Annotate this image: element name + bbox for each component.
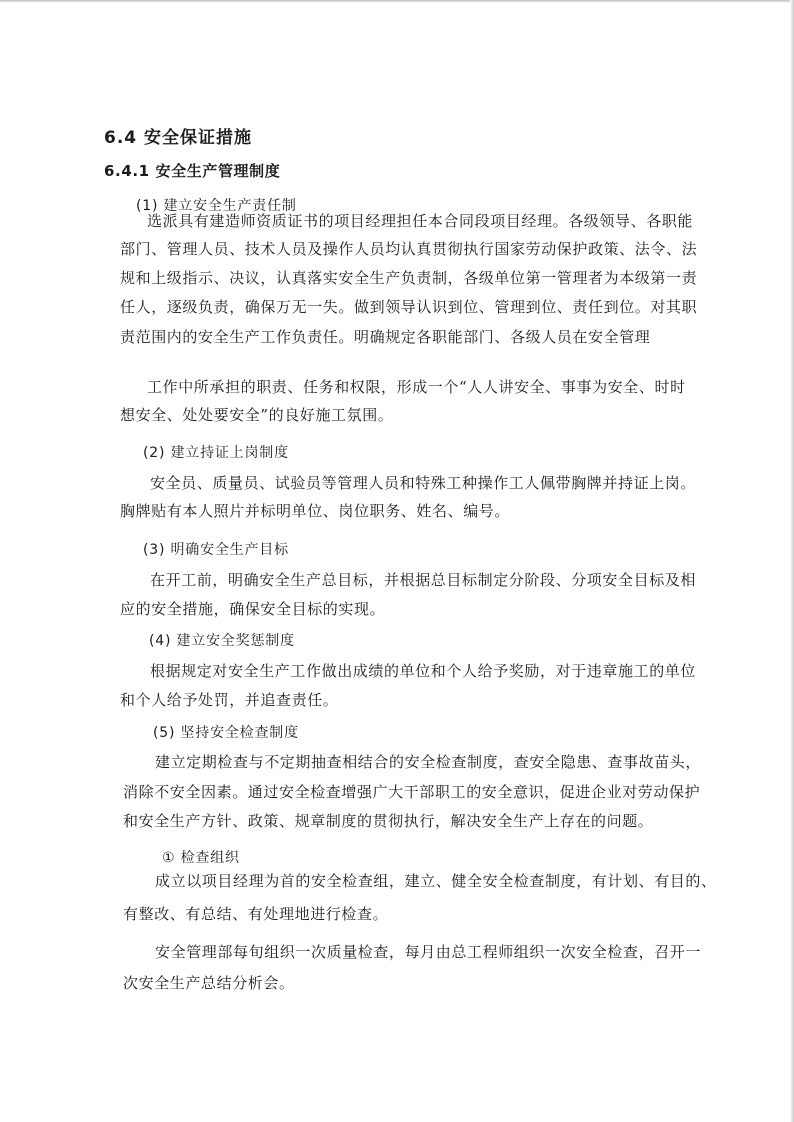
subsection-heading	[104, 161, 280, 181]
paragraph-line: 规和上级指示、决议，认真落实安全生产负责制，各级单位第一管理者为本级第一责	[120, 269, 698, 287]
paragraph-line: 次安全生产总结分析会。	[123, 974, 295, 992]
paragraph-line: 想安全、处处要安全”的良好施工氛围。	[120, 406, 394, 424]
paragraph-line: 责范围内的安全生产工作负责任。明确规定各职能部门、各级人员在安全管理	[120, 328, 651, 346]
item-heading: (4) 建立安全奖惩制度	[149, 633, 295, 649]
section-heading	[104, 128, 252, 148]
paragraph-line: 应的安全措施，确保安全目标的实现。	[120, 600, 386, 618]
paragraph-line: 选派具有建造师资质证书的项目经理担任本合同段项目经理。各级领导、各职能	[147, 212, 694, 230]
paragraph-line: 安全管理部每旬组织一次质量检查，每月由总工程师组织一次安全检查，召开一	[155, 943, 702, 961]
item-heading: (1) 建立安全生产责任制	[136, 198, 297, 214]
paragraph-line: 和个人给予处罚，并追查责任。	[120, 691, 339, 709]
item-heading: (2) 建立持证上岗制度	[143, 445, 289, 461]
paragraph-line: 任人，逐级负责，确保万无一失。做到领导认识到位、管理到位、责任到位。对其职	[120, 298, 698, 316]
paragraph-line: 根据规定对安全生产工作做出成绩的单位和个人给予奖励，对于违章施工的单位	[150, 662, 697, 680]
paragraph-line: 建立定期检查与不定期抽查相结合的安全检查制度，查安全隐患、查事故苗头，	[155, 753, 702, 771]
subsection-title: 安全生产管理制度	[155, 162, 281, 180]
item-heading: ① 检查组织	[162, 850, 240, 866]
paragraph-line: 部门、管理人员、技术人员及操作人员均认真贯彻执行国家劳动保护政策、法令、法	[120, 240, 698, 258]
scan-edge-top	[0, 0, 794, 3]
section-number: 6.4	[104, 128, 138, 148]
paragraph-line: 和安全生产方针、政策、规章制度的贯彻执行，解决安全生产上存在的问题。	[123, 812, 654, 830]
paragraph-line: 工作中所承担的职责、任务和权限，形成一个“人人讲安全、事事为安全、时时	[147, 378, 686, 396]
scan-edge-right	[790, 0, 794, 1122]
item-heading: (3) 明确安全生产目标	[143, 542, 289, 558]
subsection-number: 6.4.1	[104, 162, 150, 180]
item-heading: (5) 坚持安全检查制度	[153, 725, 299, 741]
paragraph-line: 有整改、有总结、有处理地进行检查。	[123, 905, 389, 923]
paragraph-line: 消除不安全因素。通过安全检查增强广大干部职工的安全意识，促进企业对劳动保护	[123, 783, 701, 801]
paragraph-line: 安全员、质量员、试验员等管理人员和特殊工种操作工人佩带胸牌并持证上岗。	[150, 474, 697, 492]
paragraph-line: 成立以项目经理为首的安全检查组，建立、健全安全检查制度，有计划、有目的、	[155, 872, 717, 890]
paragraph-line: 胸牌贴有本人照片并标明单位、岗位职务、姓名、编号。	[120, 502, 511, 520]
paragraph-line: 在开工前，明确安全生产总目标，并根据总目标制定分阶段、分项安全目标及相	[150, 571, 697, 589]
section-title: 安全保证措施	[144, 128, 253, 148]
